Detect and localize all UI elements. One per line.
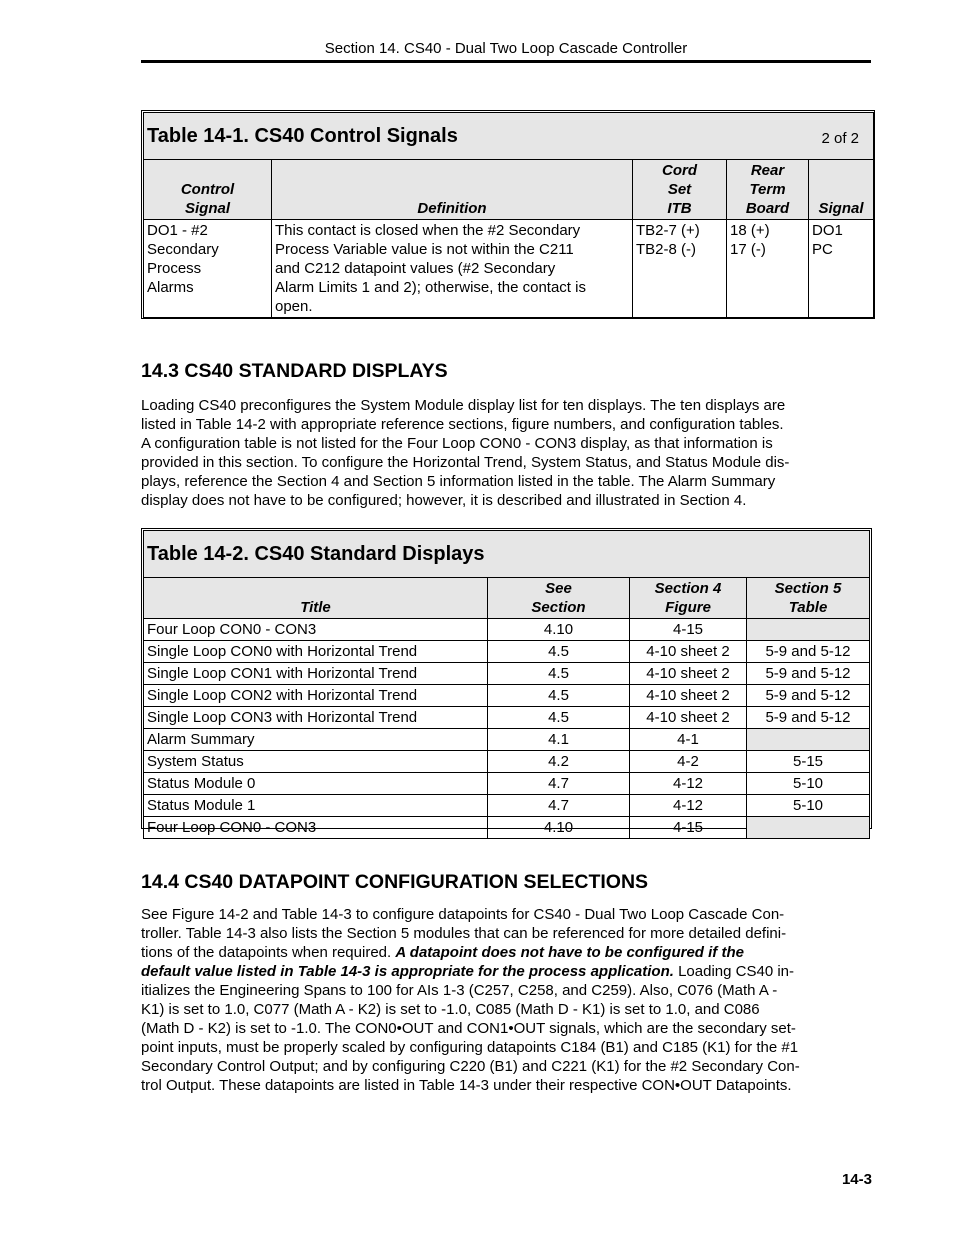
- paragraph-line: trol Output. These datapoints are listed in Table 14-3 under their respective CON•OUT Datapoints.: [141, 1077, 792, 1094]
- table2-cell-table: 5-9 and 5-12: [747, 663, 870, 685]
- table-row: [144, 751, 870, 773]
- table2-cell-section: 4.7: [488, 773, 630, 795]
- table2-cell-title: Single Loop CON1 with Horizontal Trend: [144, 663, 488, 685]
- cell-line: 18 (+): [730, 222, 770, 239]
- paragraph-line: K1) is set to 1.0, C077 (Math A - K2) is set to -1.0, C085 (Math D - K1) is set to 1.0, and C086: [141, 1001, 760, 1018]
- table-row: [144, 817, 870, 839]
- table2-cell-title: Four Loop CON0 - CON3: [144, 817, 488, 839]
- table2-header-section4-figure: [630, 578, 747, 619]
- table2-cell-table: 5-15: [747, 751, 870, 773]
- table-row: [144, 773, 870, 795]
- table2-cell-section: 4.5: [488, 685, 630, 707]
- section-14-3-paragraph: [141, 396, 873, 510]
- table2-cell-figure: 4-15: [630, 619, 747, 641]
- table1-cell-definition: [272, 220, 633, 318]
- header-text: Title: [300, 599, 331, 616]
- table2-cell-table: 5-10: [747, 795, 870, 817]
- table1-cell-signal: [809, 220, 874, 318]
- table2-header-section5-table: [747, 578, 870, 619]
- table2-cell-title: Status Module 1: [144, 795, 488, 817]
- section-14-4-paragraph: [141, 905, 873, 1095]
- table1-cell-cord: [633, 220, 727, 318]
- table-row: [144, 707, 870, 729]
- table2-cell-table: [747, 619, 870, 641]
- paragraph-line: troller. Table 14-3 also lists the Section 5 modules that can be referenced for more detailed defini-: [141, 925, 787, 942]
- cell-line: Process: [147, 260, 202, 277]
- table1-header-definition: [272, 160, 633, 220]
- table2-cell-table: 5-10: [747, 773, 870, 795]
- table2-cell-title: Alarm Summary: [144, 729, 488, 751]
- paragraph-line: A configuration table is not listed for the Four Loop CON0 - CON3 display, as that information is: [141, 435, 773, 452]
- paragraph-line: plays, reference the Section 4 and Section 5 information listed in the table. The Alarm Summary: [141, 473, 776, 490]
- paragraph-line: listed in Table 14-2 with appropriate reference sections, figure numbers, and configuration tables.: [141, 416, 784, 433]
- table-row: [144, 619, 870, 641]
- table2-title: Table 14-2. CS40 Standard Displays: [147, 542, 485, 565]
- table2-cell-table: 5-9 and 5-12: [747, 641, 870, 663]
- paragraph-line: display does not have to be configured; however, it is described and illustrated in Section 4.: [141, 492, 747, 509]
- table2-cell-figure: 4-15: [630, 817, 747, 839]
- table2-cell-figure: 4-10 sheet 2: [630, 685, 747, 707]
- header-text: Definition: [417, 200, 487, 217]
- header-text: Cord: [662, 162, 697, 179]
- header-text: Signal: [818, 200, 864, 217]
- table2-cell-section: 4.5: [488, 641, 630, 663]
- header-text: Signal: [184, 200, 230, 217]
- cell-line: TB2-7 (+): [636, 222, 700, 239]
- table-14-1: [143, 112, 874, 318]
- table2-cell-table: [747, 817, 870, 839]
- table1-cell-control-signal: [144, 220, 272, 318]
- table2-cell-table: 5-9 and 5-12: [747, 685, 870, 707]
- table-row: [144, 641, 870, 663]
- table2-cell-figure: 4-10 sheet 2: [630, 663, 747, 685]
- table2-cell-title: Single Loop CON3 with Horizontal Trend: [144, 707, 488, 729]
- cell-line: Alarms: [147, 279, 194, 296]
- table-14-2: [143, 530, 870, 839]
- cell-line: DO1 - #2: [147, 222, 208, 239]
- table2-cell-figure: 4-2: [630, 751, 747, 773]
- table2-cell-title: System Status: [144, 751, 488, 773]
- cell-line: open.: [275, 298, 313, 315]
- header-text: Rear: [750, 162, 785, 179]
- table-row: [144, 663, 870, 685]
- cell-line: This contact is closed when the #2 Secondary: [275, 222, 581, 239]
- table2-cell-section: 4.2: [488, 751, 630, 773]
- table2-cell-title: Single Loop CON2 with Horizontal Trend: [144, 685, 488, 707]
- table1-header-signal: [809, 160, 874, 220]
- paragraph-line: Loading CS40 preconfigures the System Module display list for ten displays. The ten displays are: [141, 397, 786, 414]
- header-text: Table: [788, 599, 828, 616]
- paragraph-line: point inputs, must be properly scaled by configuring datapoints C184 (B1) and C185 (K1) for the #1: [141, 1039, 799, 1056]
- paragraph-emphasis: default value listed in Table 14-3 is appropriate for the process application.: [141, 963, 674, 980]
- cell-line: Alarm Limits 1 and 2); otherwise, the contact is: [275, 279, 586, 296]
- table2-title-cell: [144, 531, 870, 578]
- section-14-3-heading: 14.3 CS40 STANDARD DISPLAYS: [141, 360, 448, 382]
- table2-cell-section: 4.10: [488, 619, 630, 641]
- table2-cell-section: 4.1: [488, 729, 630, 751]
- paragraph-line: (Math D - K2) is set to -1.0. The CON0•OUT and CON1•OUT signals, which are the secondary set-: [141, 1020, 796, 1037]
- paragraph-line: [141, 962, 873, 981]
- table2-cell-title: Status Module 0: [144, 773, 488, 795]
- paragraph-line: provided in this section. To configure the Horizontal Trend, System Status, and Status Module dis-: [141, 454, 790, 471]
- table2-cell-figure: 4-12: [630, 795, 747, 817]
- header-text: Section 4: [654, 580, 722, 597]
- table2-header-see-section: [488, 578, 630, 619]
- table2-cell-figure: 4-10 sheet 2: [630, 707, 747, 729]
- table1-header-control-signal: [144, 160, 272, 220]
- cell-line: 17 (-): [730, 241, 766, 258]
- paragraph-line: [141, 943, 873, 962]
- table1-header-cord-set-itb: [633, 160, 727, 220]
- table2-cell-figure: 4-12: [630, 773, 747, 795]
- paragraph-emphasis: A datapoint does not have to be configured if the: [395, 944, 744, 961]
- header-text: Board: [745, 200, 790, 217]
- table2-cell-table: [747, 729, 870, 751]
- header-text: Figure: [665, 599, 711, 616]
- cell-line: and C212 datapoint values (#2 Secondary: [275, 260, 556, 277]
- cell-line: Secondary: [147, 241, 219, 258]
- header-text: Set: [667, 181, 692, 198]
- table2-cell-title: Single Loop CON0 with Horizontal Trend: [144, 641, 488, 663]
- cell-line: DO1: [812, 222, 843, 239]
- header-text: Term: [749, 181, 786, 198]
- cell-line: Process Variable value is not within the C211: [275, 241, 574, 258]
- paragraph-line: Secondary Control Output; and by configuring C220 (B1) and C221 (K1) for the #2 Secondary Con-: [141, 1058, 800, 1075]
- cell-line: PC: [812, 241, 833, 258]
- table2-cell-figure: 4-1: [630, 729, 747, 751]
- table1-cell-rear: [727, 220, 809, 318]
- table1-title-cell: [144, 113, 874, 160]
- header-text: Control: [180, 181, 235, 198]
- header-text: See: [545, 580, 572, 597]
- page-number: 14-3: [841, 1171, 872, 1188]
- cell-line: TB2-8 (-): [636, 241, 696, 258]
- table-row: [144, 220, 874, 318]
- table2-cell-section: 4.5: [488, 707, 630, 729]
- header-text: ITB: [667, 200, 692, 217]
- table2-cell-table: 5-9 and 5-12: [747, 707, 870, 729]
- table2-cell-section: 4.5: [488, 663, 630, 685]
- paragraph-text: tions of the datapoints when required.: [141, 944, 396, 961]
- table-row: [144, 685, 870, 707]
- paragraph-text: Loading CS40 in-: [673, 963, 795, 980]
- header-text: Section 5: [774, 580, 842, 597]
- table2-cell-section: 4.10: [488, 817, 630, 839]
- table1-title: Table 14-1. CS40 Control Signals: [147, 124, 458, 147]
- page-header: Section 14. CS40 - Dual Two Loop Cascade Controller: [324, 40, 688, 57]
- table1-header-rear-term-board: [727, 160, 809, 220]
- table2-cell-section: 4.7: [488, 795, 630, 817]
- table2-cell-figure: 4-10 sheet 2: [630, 641, 747, 663]
- table-row: [144, 729, 870, 751]
- header-text: Section: [531, 599, 586, 616]
- table2-cell-title: Four Loop CON0 - CON3: [144, 619, 488, 641]
- header-rule: [141, 60, 871, 63]
- table-row: [144, 795, 870, 817]
- table1-page-indicator: 2 of 2: [821, 130, 859, 147]
- paragraph-line: itializes the Engineering Spans to 100 for AIs 1-3 (C257, C258, and C259). Also, C076 (Math A -: [141, 982, 778, 999]
- paragraph-line: See Figure 14-2 and Table 14-3 to configure datapoints for CS40 - Dual Two Loop Cascade Con-: [141, 906, 785, 923]
- table2-header-title: [144, 578, 488, 619]
- section-14-4-heading: 14.4 CS40 DATAPOINT CONFIGURATION SELECTIONS: [141, 871, 649, 893]
